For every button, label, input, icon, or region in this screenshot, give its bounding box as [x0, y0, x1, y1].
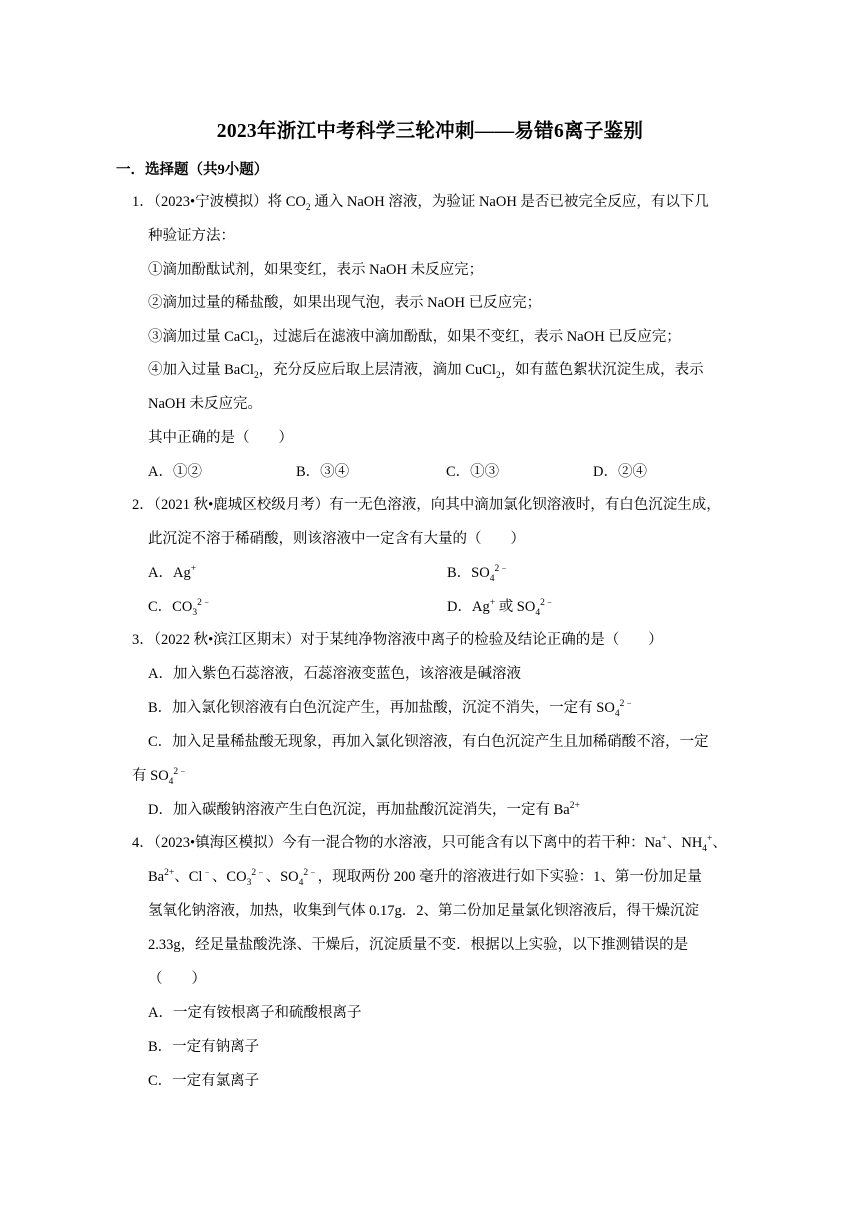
question-4-text-cont-1: $Ba^{2+}$、Cl﹣、$CO_3^{2﹣}$、$SO_4^{2﹣}$，现取两份 200 毫升的溶液进行如下实验：1、第一份加足量 — [148, 868, 702, 888]
q4-option-c: C．一定有氯离子 — [148, 1073, 260, 1089]
q3-option-d: D．加入碳酸钠溶液产生白色沉淀，再加盐酸沉淀消失，一定有 $Ba^{2+}$ — [148, 801, 580, 818]
question-2-text-cont: 此沉淀不溶于稀硝酸，则该溶液中一定含有大量的（ ） — [148, 531, 525, 547]
q1-option-b: B．③④ — [296, 464, 350, 480]
question-2-text: 2．（2021 秋•鹿城区校级月考）有一无色溶液，向其中滴加氯化钡溶液时，有白色沉淀生成， — [132, 497, 721, 513]
q3-option-b: B．加入氯化钡溶液有白色沉淀产生，再加盐酸，沉淀不消失，一定有 $SO_4^{2﹣}$ — [148, 699, 634, 719]
q3-option-a: A．加入紫色石蕊溶液，石蕊溶液变蓝色，该溶液是碱溶液 — [148, 666, 521, 682]
method-4-cont: NaOH 未反应完。 — [148, 396, 262, 412]
document-title: 2023年浙江中考科学三轮冲刺——易错6离子鉴别 — [216, 121, 644, 142]
q3-option-c: C．加入足量稀盐酸无现象，再加入氯化钡溶液，有白色沉淀产生且加稀硝酸不溶，一定 — [148, 734, 709, 750]
question-4-text: 4．（2023•镇海区模拟）今有一混合物的水溶液，只可能含有以下离中的若干种：Na+、$NH_4^+$、 — [132, 834, 727, 854]
q1-option-d: D．②④ — [593, 464, 647, 480]
q3-option-c-cont: 有 $SO_4^{2﹣}$ — [132, 767, 188, 787]
question-1-text-cont: 种验证方法： — [148, 228, 235, 244]
question-1-stem: 其中正确的是（ ） — [148, 430, 293, 446]
section-heading: 一．选择题（共9小题） — [116, 162, 269, 178]
q4-option-b: B．一定有钠离子 — [148, 1039, 260, 1055]
method-1: ①滴加酚酞试剂，如果变红，表示 NaOH 未反应完； — [148, 262, 484, 278]
method-2: ②滴加过量的稀盐酸，如果出现气泡，表示 NaOH 已反应完； — [148, 295, 542, 311]
q2-option-b: B．$SO_4^{2﹣}$ — [447, 564, 509, 584]
method-3: ③滴加过量 CaCl$_2$，过滤后在滤液中滴加酚酞，如果不变红，表示 NaOH 已反应完； — [148, 329, 681, 348]
q4-option-a: A．一定有铵根离子和硫酸根离子 — [148, 1005, 362, 1021]
method-4: ④加入过量 BaCl$_2$，充分反应后取上层清液，滴加 CuCl$_2$，如有蓝色絮状沉淀生成，表示 — [148, 362, 704, 381]
q1-option-a: A．①② — [148, 464, 202, 480]
question-4-text-cont-2: 氢氧化钠溶液，加热，收集到气体 0.17g．2、第二份加足量氯化钡溶液后，得干燥沉淀 — [148, 903, 699, 919]
question-4-stem-bracket: （ ） — [148, 971, 206, 987]
question-3-text: 3．（2022 秋•滨江区期末）对于某纯净物溶液中离子的检验及结论正确的是（ ） — [132, 632, 663, 648]
q1-option-c: C．①③ — [446, 464, 500, 480]
q2-option-a: A．Ag+ — [148, 564, 197, 581]
question-4-text-cont-3: 2.33g，经足量盐酸洗涤、干燥后，沉淀质量不变．根据以上实验，以下推测错误的是 — [148, 937, 689, 953]
q2-option-c: C．$CO_3^{2﹣}$ — [148, 598, 212, 618]
q2-option-d: D．Ag+ 或 $SO_4^{2﹣}$ — [447, 598, 555, 618]
question-1-text: 1．（2023•宁波模拟）将 $CO_2$ 通入 NaOH 溶液，为验证 NaOH 是否已被完全反应，有以下几 — [132, 194, 709, 213]
